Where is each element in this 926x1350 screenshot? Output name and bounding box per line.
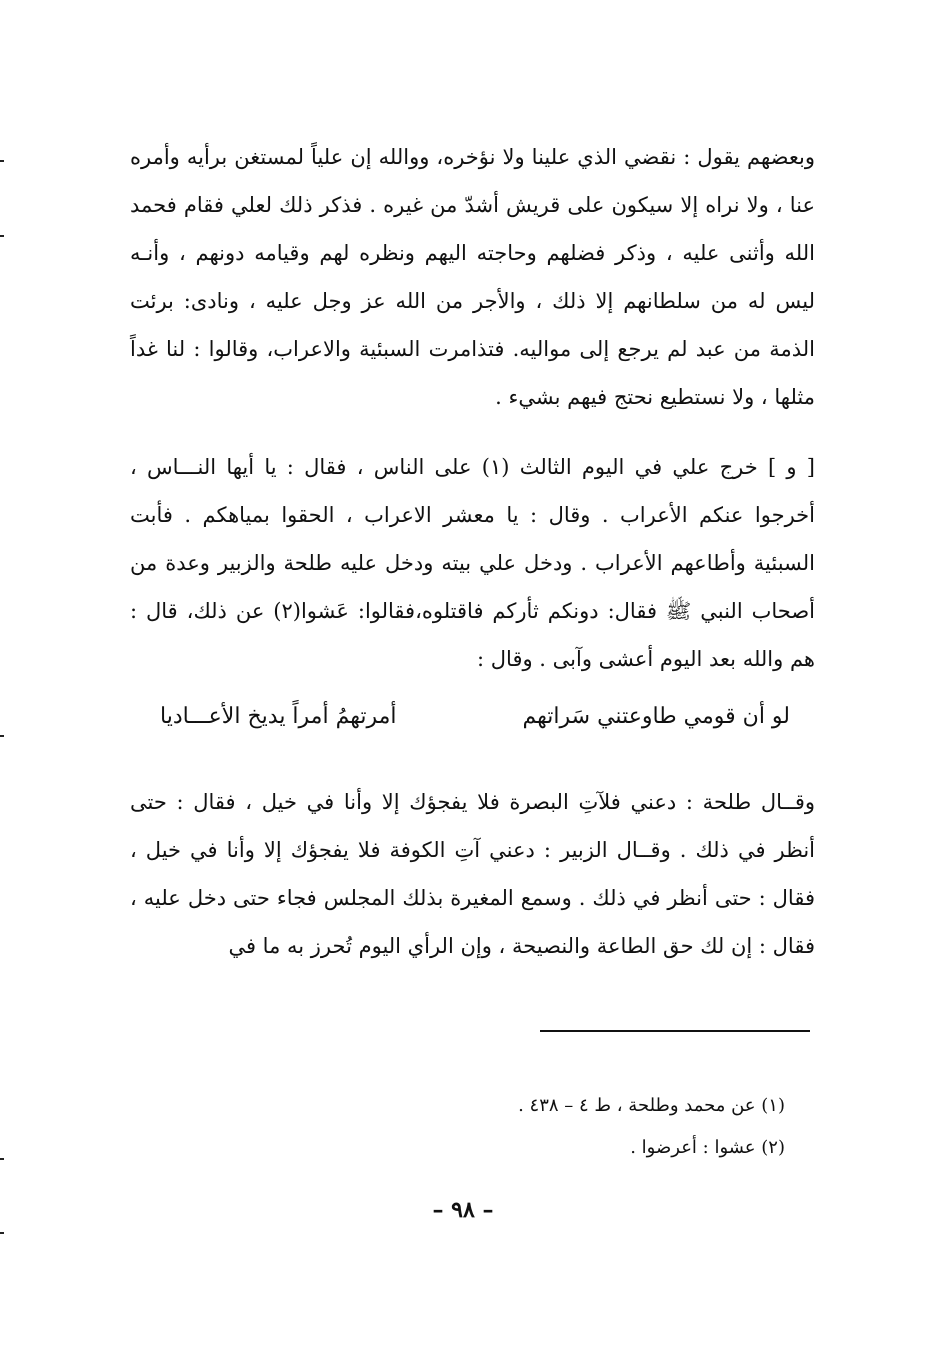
scan-edge-mark xyxy=(0,1158,4,1160)
paragraph-3-text: وقــال طلحة : دعني فلآتِ البصرة فلا يفجؤك إلا وأنا في خيل ، فقال : حتى أنظر في ذلك . وقــال الزبير : دعني آتِ الكوفة فلا يفجؤك إلا وأنا في خيل ، فقال : حتى أنظر في ذلك . وسمع المغيرة بذلك المجلس فجاء حتى دخل عليه ، فقال : إن لك حق الطاعة والنصيحة ، وإن الرأي اليوم تُحرز به ما في xyxy=(130,790,815,958)
footnote-2: (٢) عشوا : أعرضوا . xyxy=(630,1137,785,1158)
verse-second-hemistich: أمرتهمُ أمراً يديخ الأعـــاديا xyxy=(160,704,397,729)
scan-edge-mark xyxy=(0,735,4,737)
poetry-verse xyxy=(160,697,790,737)
page-number: – ٩٨ – xyxy=(432,1197,494,1223)
footnotes xyxy=(380,1085,785,1169)
paragraph-3 xyxy=(130,778,815,970)
paragraph-2 xyxy=(130,443,815,683)
footnote-divider xyxy=(540,1030,810,1032)
paragraph-1 xyxy=(130,133,815,421)
paragraph-1-text: وبعضهم يقول : نقضي الذي علينا ولا نؤخره، ووالله إن علياً لمستغن برأيه وأمره عنا ، ولا نراه إلا سيكون على قريش أشدّ من غيره . فذكر ذلك لعلي فقام فحمد الله وأثنى عليه ، وذكر فضلهم وحاجته اليهم ونظره لهم وقيامه دونهم ، وأنـه ليس له من سلطانهم إلا ذلك ، والأجر من الله عز وجل عليه ، ونادى: برئت الذمة من عبد لم يرجع إلى مواليه. فتذامرت السبئية والاعراب، وقالوا : لنا غداً مثلها ، ولا نستطيع نحتج فيهم بشيء . xyxy=(130,145,815,409)
scan-edge-mark xyxy=(0,160,4,162)
footnote-1: (١) عن محمد وطلحة ، ط ٤ – ٤٣٨ . xyxy=(518,1095,785,1116)
verse-first-hemistich: لو أن قومي طاوعتني سَراتهم xyxy=(522,704,790,729)
scan-edge-mark xyxy=(0,235,4,237)
paragraph-2-text: [ و ] خرج علي في اليوم الثالث (١) على الناس ، فقال : يا أيها النـــاس ، أخرجوا عنكم الأعراب . وقال : يا معشر الاعراب ، الحقوا بمياهكم . فأبت السبئية وأطاعهم الأعراب . ودخل علي بيته ودخل عليه طلحة والزبير وعدة من أصحاب النبي ﷺ فقال: دونكم ثأركم فاقتلوه،فقالوا: عَشوا(٢) عن ذلك، قال : هم والله بعد اليوم أعشى وآبى . وقال : xyxy=(130,455,815,671)
scan-edge-mark xyxy=(0,1232,4,1234)
